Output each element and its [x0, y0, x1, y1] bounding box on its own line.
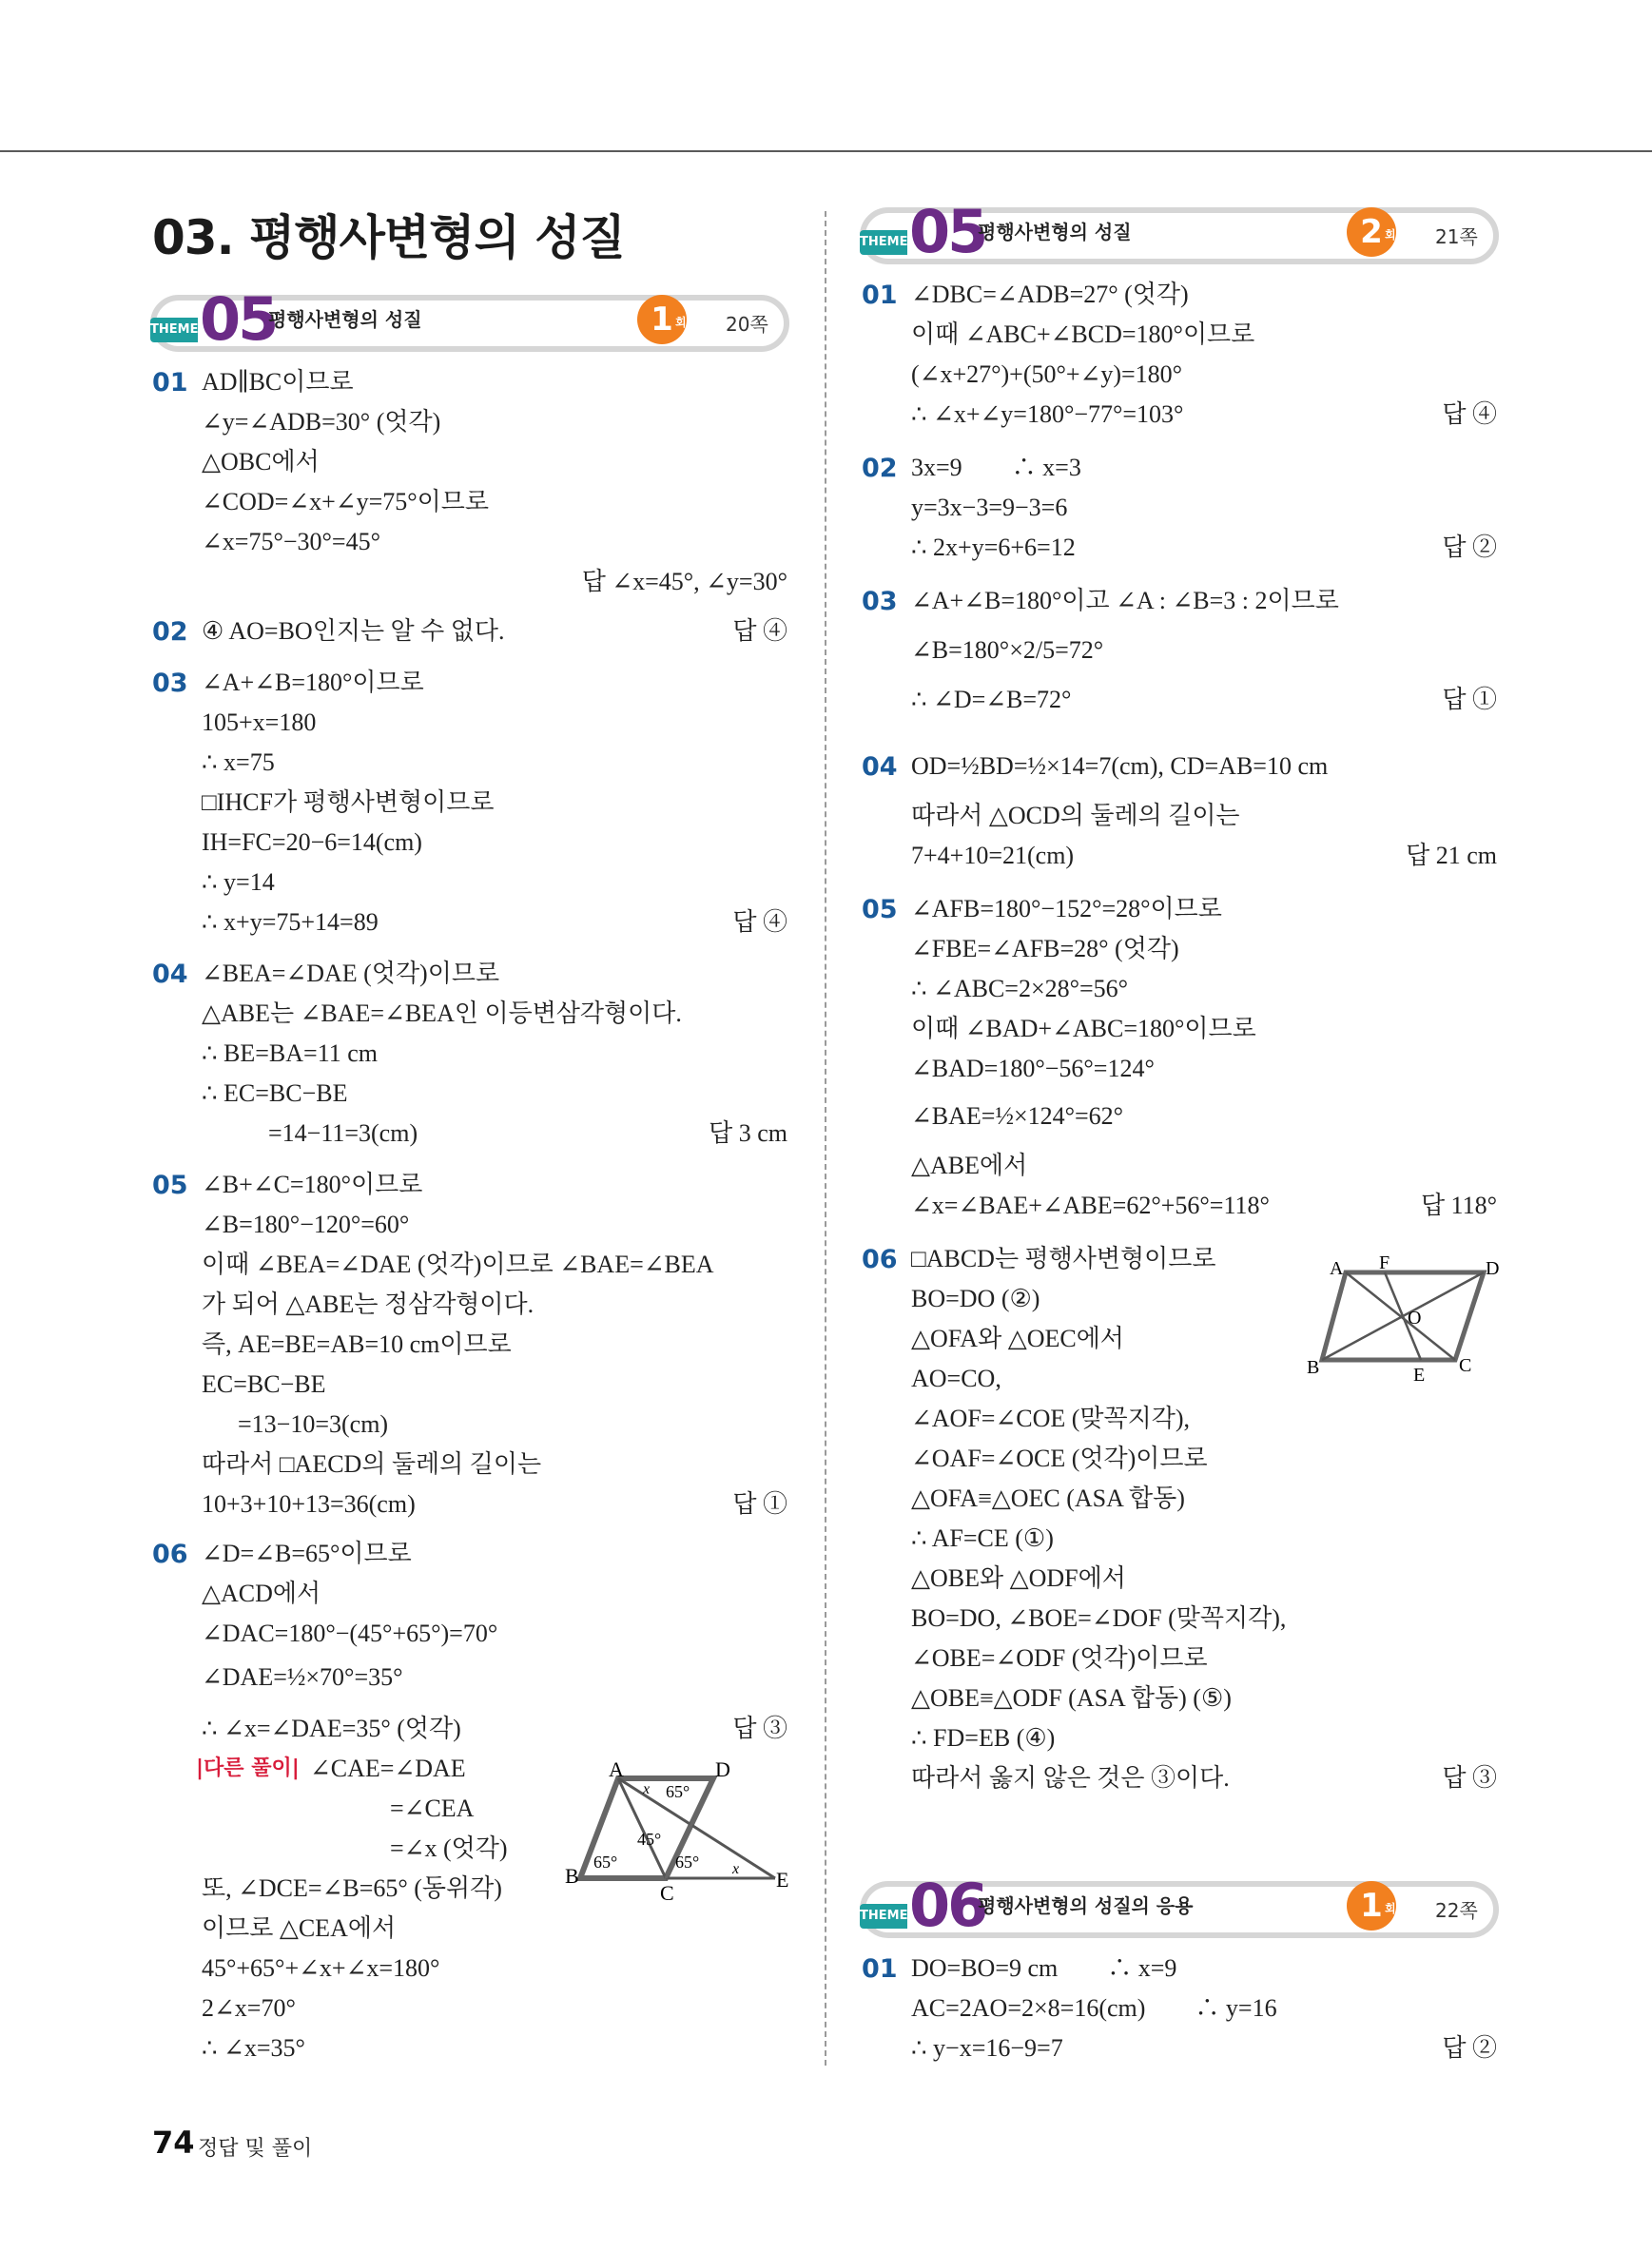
solution-line: ∠BAE=½×124°=62°: [911, 1102, 1124, 1130]
solution-line: 이때 ∠BAD+∠ABC=180°이므로: [911, 1015, 1256, 1042]
answer: 답 ④: [1442, 400, 1497, 428]
label-a: A: [1330, 1258, 1344, 1279]
theme-number: 06: [909, 1871, 986, 1940]
question-number: 04: [152, 960, 188, 989]
solution-line: 가 되어 △ABE는 정삼각형이다.: [202, 1290, 534, 1318]
solution-line: =14−11=3(cm): [268, 1119, 418, 1147]
round-suffix: 회: [675, 316, 687, 329]
question-number: 01: [152, 368, 188, 398]
theme-number: 05: [909, 197, 986, 266]
solution-line: EC=BC−BE: [202, 1370, 326, 1398]
answer: 답 ①: [732, 1490, 787, 1518]
answer: 답 21 cm: [1406, 842, 1497, 869]
angle-label-x: x: [643, 1781, 651, 1797]
solution-line: ∠B=180°−120°=60°: [202, 1211, 410, 1238]
solution-line: ∠OBE=∠ODF (엇각)이므로: [911, 1644, 1208, 1672]
theme-badge: THEME: [150, 318, 198, 342]
solution-line: ∴ ∠x=35°: [202, 2034, 305, 2062]
solution-line: ∠x=∠BAE+∠ABE=62°+56°=118°: [911, 1192, 1270, 1219]
solution-line: △ACD에서: [202, 1580, 321, 1607]
question-number: 03: [152, 669, 188, 698]
solution-line: DO=BO=9 cm ∴ x=9: [911, 1954, 1177, 1982]
solution-line: △OBC에서: [202, 448, 320, 475]
solution-line: ∠COD=∠x+∠y=75°이므로: [202, 488, 489, 515]
solution-line: ∴ 2x+y=6+6=12: [911, 534, 1076, 561]
solution-line: 이므로 △CEA에서: [202, 1914, 397, 1942]
round-badge: 2: [1347, 207, 1396, 257]
solution-line: OD=½BD=½×14=7(cm), CD=AB=10 cm: [911, 752, 1329, 780]
solution-line: □ABCD는 평행사변형이므로: [911, 1245, 1216, 1272]
theme-badge: THEME: [860, 230, 907, 255]
theme-title: 평행사변형의 성질: [268, 308, 422, 331]
top-rule: [0, 150, 1652, 152]
label-o: O: [1408, 1308, 1422, 1329]
solution-line: △OBE와 △ODF에서: [911, 1564, 1126, 1592]
solution-line: ∠BEA=∠DAE (엇각)이므로: [202, 960, 500, 987]
solution-line: 2∠x=70°: [202, 1994, 296, 2022]
question-number: 05: [152, 1171, 188, 1200]
solution-line: (∠x+27°)+(50°+∠y)=180°: [911, 360, 1183, 388]
solution-line: 따라서 △OCD의 둘레의 길이는: [911, 802, 1240, 829]
page-number: 74: [152, 2125, 195, 2161]
answer: 답 ④: [732, 908, 787, 936]
answer: 답 ②: [1442, 534, 1497, 561]
answer: 답 ①: [1442, 686, 1497, 713]
solution-line: =13−10=3(cm): [238, 1410, 389, 1438]
solution-line: ∴ EC=BC−BE: [202, 1079, 348, 1107]
solution-line: ∴ x=75: [202, 748, 275, 776]
solution-line: ∠x=75°−30°=45°: [202, 528, 380, 555]
angle-label-45: 45°: [637, 1830, 662, 1849]
solution-line: ∴ ∠D=∠B=72°: [911, 686, 1072, 713]
label-e: E: [1413, 1365, 1426, 1386]
solution-line: △OBE≡△ODF (ASA 합동) (⑤): [911, 1684, 1232, 1712]
label-e: E: [776, 1868, 789, 1892]
theme-badge: THEME: [860, 1904, 907, 1929]
angle-label-65: 65°: [675, 1853, 700, 1872]
answer: 답 3 cm: [709, 1119, 787, 1147]
answer: 답 ④: [732, 617, 787, 645]
solution-line: △OFA와 △OEC에서: [911, 1325, 1124, 1352]
solution-line: 7+4+10=21(cm): [911, 842, 1075, 869]
answer: 답 ∠x=45°, ∠y=30°: [581, 568, 787, 595]
solution-line: ∠AFB=180°−152°=28°이므로: [911, 895, 1222, 922]
question-number: 02: [152, 617, 188, 647]
round-badge: 1: [1347, 1881, 1396, 1931]
solution-line: ∴ AF=CE (①): [911, 1524, 1054, 1552]
label-c: C: [660, 1881, 674, 1905]
angle-label-65: 65°: [593, 1853, 618, 1872]
page-ref: 20쪽: [726, 313, 768, 336]
question-number: 05: [862, 895, 898, 924]
page-ref: 22쪽: [1435, 1899, 1478, 1922]
solution-line: AO=CO,: [911, 1365, 1001, 1392]
question-number: 04: [862, 752, 898, 782]
label-d: D: [715, 1757, 730, 1781]
label-b: B: [1307, 1357, 1320, 1378]
solution-line: 따라서 □AECD의 둘레의 길이는: [202, 1450, 542, 1478]
solution-line: ∠A+∠B=180°이고 ∠A : ∠B=3 : 2이므로: [911, 587, 1339, 614]
solution-line: 3x=9 ∴ x=3: [911, 454, 1081, 481]
solution-line: ∴ FD=EB (④): [911, 1724, 1056, 1752]
answer: 답 118°: [1420, 1192, 1497, 1219]
solution-line: ∠DAE=½×70°=35°: [202, 1663, 403, 1691]
solution-line: ∴ x+y=75+14=89: [202, 908, 379, 936]
solution-line: ∠FBE=∠AFB=28° (엇각): [911, 935, 1179, 962]
question-number: 02: [862, 454, 898, 483]
solution-line: ∴ BE=BA=11 cm: [202, 1039, 379, 1067]
solution-line: ∠CAE=∠DAE: [310, 1755, 466, 1782]
solution-line: ∠AOF=∠COE (맞꼭지각),: [911, 1405, 1191, 1432]
solution-line: □IHCF가 평행사변형이므로: [202, 788, 495, 816]
parallelogram-figure-1: [561, 1757, 799, 1905]
solution-line: ∠A+∠B=180°이므로: [202, 669, 424, 696]
solution-line: BO=DO, ∠BOE=∠DOF (맞꼭지각),: [911, 1604, 1287, 1632]
question-number: 06: [152, 1540, 188, 1569]
chapter-title: 03. 평행사변형의 성질: [152, 210, 625, 265]
label-f: F: [1379, 1252, 1390, 1273]
solution-line: 10+3+10+13=36(cm): [202, 1490, 416, 1518]
solution-line: △ABE에서: [911, 1152, 1028, 1179]
solution-line: 105+x=180: [202, 708, 317, 736]
solution-line: ④ AO=BO인지는 알 수 없다.: [202, 617, 505, 645]
solution-line: AC=2AO=2×8=16(cm) ∴ y=16: [911, 1994, 1277, 2022]
solution-line: y=3x−3=9−3=6: [911, 494, 1068, 521]
footer-label: 정답 및 풀이: [198, 2137, 313, 2161]
question-number: 01: [862, 1954, 898, 1984]
solution-line: AD∥BC이므로: [202, 368, 354, 396]
solution-line: ∴ ∠x+∠y=180°−77°=103°: [911, 400, 1184, 428]
solution-line: =∠x (엇각): [390, 1834, 508, 1862]
solution-line: ∠DAC=180°−(45°+65°)=70°: [202, 1620, 498, 1647]
theme-number: 05: [200, 284, 277, 354]
solution-line: ∴ ∠x=∠DAE=35° (엇각): [202, 1715, 461, 1742]
angle-label-65: 65°: [666, 1782, 690, 1801]
angle-label-x: x: [732, 1861, 740, 1877]
label-d: D: [1486, 1258, 1500, 1279]
solution-line: ∠B+∠C=180°이므로: [202, 1171, 423, 1198]
label-c: C: [1459, 1355, 1472, 1376]
solution-line: 45°+65°+∠x+∠x=180°: [202, 1954, 440, 1982]
answer: 답 ②: [1442, 2034, 1497, 2062]
column-divider: [825, 211, 826, 2066]
solution-line: ∠DBC=∠ADB=27° (엇각): [911, 281, 1189, 308]
round-suffix: 회: [1385, 228, 1396, 242]
solution-line: 이때 ∠ABC+∠BCD=180°이므로: [911, 320, 1255, 348]
question-number: 06: [862, 1245, 898, 1274]
solution-line: ∠B=180°×2/5=72°: [911, 636, 1104, 664]
solution-line: BO=DO (②): [911, 1285, 1040, 1312]
solution-line: ∠y=∠ADB=30° (엇각): [202, 408, 441, 436]
question-number: 03: [862, 587, 898, 616]
solution-line: 이때 ∠BEA=∠DAE (엇각)이므로 ∠BAE=∠BEA: [202, 1251, 714, 1278]
solution-line: ∠BAD=180°−56°=124°: [911, 1055, 1155, 1082]
solution-line: ∴ ∠ABC=2×28°=56°: [911, 975, 1129, 1002]
solution-line: =∠CEA: [390, 1795, 475, 1822]
solution-line: △ABE는 ∠BAE=∠BEA인 이등변삼각형이다.: [202, 999, 682, 1027]
theme-title: 평행사변형의 성질의 응용: [978, 1894, 1194, 1917]
solution-line: 또, ∠DCE=∠B=65° (동위각): [202, 1874, 502, 1902]
answer: 답 ③: [732, 1715, 787, 1742]
solution-line: ∴ y=14: [202, 868, 275, 896]
label-a: A: [609, 1757, 624, 1781]
solution-line: ∠D=∠B=65°이므로: [202, 1540, 412, 1567]
solution-line: IH=FC=20−6=14(cm): [202, 828, 422, 856]
round-suffix: 회: [1385, 1902, 1396, 1915]
solution-line: 따라서 옳지 않은 것은 ③이다.: [911, 1764, 1230, 1792]
round-badge: 1: [637, 295, 687, 344]
solution-line: 즉, AE=BE=AB=10 cm이므로: [202, 1330, 512, 1358]
solution-line: ∴ y−x=16−9=7: [911, 2034, 1063, 2062]
parallelogram-figure-2: [1303, 1253, 1512, 1387]
question-number: 01: [862, 281, 898, 310]
answer: 답 ③: [1442, 1764, 1497, 1792]
solution-line: △OFA≡△OEC (ASA 합동): [911, 1484, 1185, 1512]
label-b: B: [565, 1864, 579, 1888]
page-ref: 21쪽: [1435, 225, 1478, 248]
theme-title: 평행사변형의 성질: [978, 221, 1132, 243]
solution-line: ∠OAF=∠OCE (엇각)이므로: [911, 1445, 1208, 1472]
alternative-solution-label: |다른 풀이|: [196, 1756, 300, 1780]
